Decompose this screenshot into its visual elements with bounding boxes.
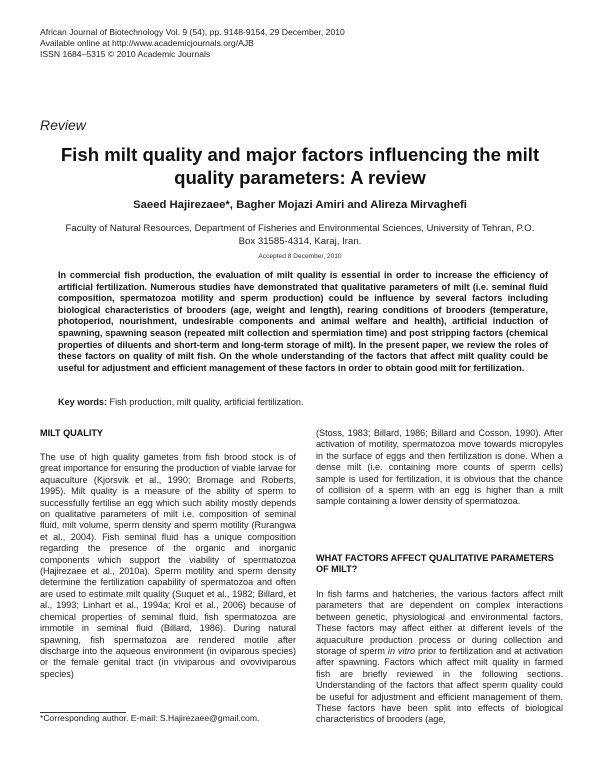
journal-header [40, 27, 345, 60]
affiliation: Faculty of Natural Resources, Department of Fisheries and Environmental Sciences, University of Tehran, P.O. Box 31585-4314, Karaj, Iran. [65, 223, 535, 247]
section-body-milt-quality: The use of high quality gametes from fish brood stock is of great importance for ensuring the production of viable larvae for aquaculture (Kjorsvik et al., 1990; Bromage and Roberts, 1995). Milt quality is a measure of the ability of sperm to successfully fertilise an egg which such ability mostly depends on qualitative parameters of milt i.e. composition of seminal fluid, milt volume, sperm density and sperm motility (Rurangwa et al., 2004). Fish seminal fluid has a unique composition regarding the presence of the organic and inorganic components which support the viability of spermatozoa (Hajirezaee et al., 2010a). Sperm motility and sperm density determine the fertilization capability of spermatozoa and often are used to estimate milt quality (Suquet et al., 1982; Billard, et al., 1993; Linhart et al., 1994a; Krol et al., 2006) because of chemical properties of seminal fluid, fish spermatozoa are immotile in seminal fluid (Billard, 1986). During natural spawning, fish spermatozoa are rendered motile after discharge into the aqueous environment (in oviparous species) or the female genital tract (in viviparous and ovoviviparous species) [40, 452, 296, 679]
journal-citation: African Journal of Biotechnology Vol. 9 (54), pp. 9148-9154, 29 December, 2010 [40, 27, 345, 37]
corresponding-author-footnote: *Corresponding author. E-mail: S.Hajirezaee@gmail.com. [40, 713, 260, 723]
journal-issn: ISSN 1684–5315 © 2010 Academic Journals [40, 49, 211, 59]
factors-body-part1: In fish farms and hatcheries, the various factors affect milt parameters that are dependent on complex interactions between genetic, physiological and environmental factors. These factors may affect either at different levels of the aquaculture production process or during collection and storage of sperm [316, 589, 563, 657]
journal-url: Available online at http://www.academicjournals.org/AJB [40, 38, 254, 48]
paper-title: Fish milt quality and major factors influencing the milt quality parameters: A review [60, 144, 540, 188]
abstract: In commercial fish production, the evaluation of milt quality is essential in order to increase the efficiency of artificial fertilization. Numerous studies have demonstrated that qualitative parameters of milt (i.e. seminal fluid composition, spermatozoa motility and sperm production) could be influence by several factors including biological characteristics of brooders (age, weight and length), rearing conditions of brooders (temperature, photoperiod, nourishment, undesirable components and animal welfare and health), artificial induction of spawning, spawning season (repeated milt collection and spermiation time) and post stripping factors (chemical properties of diluents and short-term and long-term storage of milt). In the present paper, we review the roles of these factors on quality of milt fish. On the whole understanding of the factors that affect milt quality could be useful for adjustment and efficient management of these factors in order to obtain good milt for fertilization. [58, 270, 548, 373]
keywords-label: Key words: [58, 397, 108, 407]
keywords [58, 397, 548, 407]
right-column-continuation: (Stoss, 1983; Billard, 1986; Billard and Cosson, 1990). After activation of motility, spermatozoa move towards micropyles in the surface of eggs and then fertilization is done. When a dense milt (i.e. containing more counts of sperm cells) sample is used for fertilization, it is obvious that the chance of collision of a sperm with an egg is higher than a milt sample containing a lower density of spermatozoa. [316, 428, 563, 507]
factors-body-italic: in vitro [387, 646, 416, 657]
keywords-text: Fish production, milt quality, artificial fertilization. [107, 397, 304, 407]
factors-body-part2: prior to fertilization and at activation after spawning. Factors which affect milt quality in farmed fish are briefly reviewed in the following sections. Understanding of the factors that affect sperm quality could be useful for adjustment and efficient management of them. These factors have been split into effects of biological characteristics of brooders (age, [316, 646, 563, 725]
section-heading-milt-quality: MILT QUALITY [40, 428, 103, 438]
section-body-factors [316, 589, 563, 726]
article-type: Review [40, 117, 86, 133]
author-list: Saeed Hajirezaee*, Bagher Mojazi Amiri and Alireza Mirvaghefi [133, 199, 467, 211]
section-heading-factors: WHAT FACTORS AFFECT QUALITATIVE PARAMETERS OF MILT? [316, 553, 554, 575]
accepted-date: Accepted 8 December, 2010 [258, 253, 342, 260]
